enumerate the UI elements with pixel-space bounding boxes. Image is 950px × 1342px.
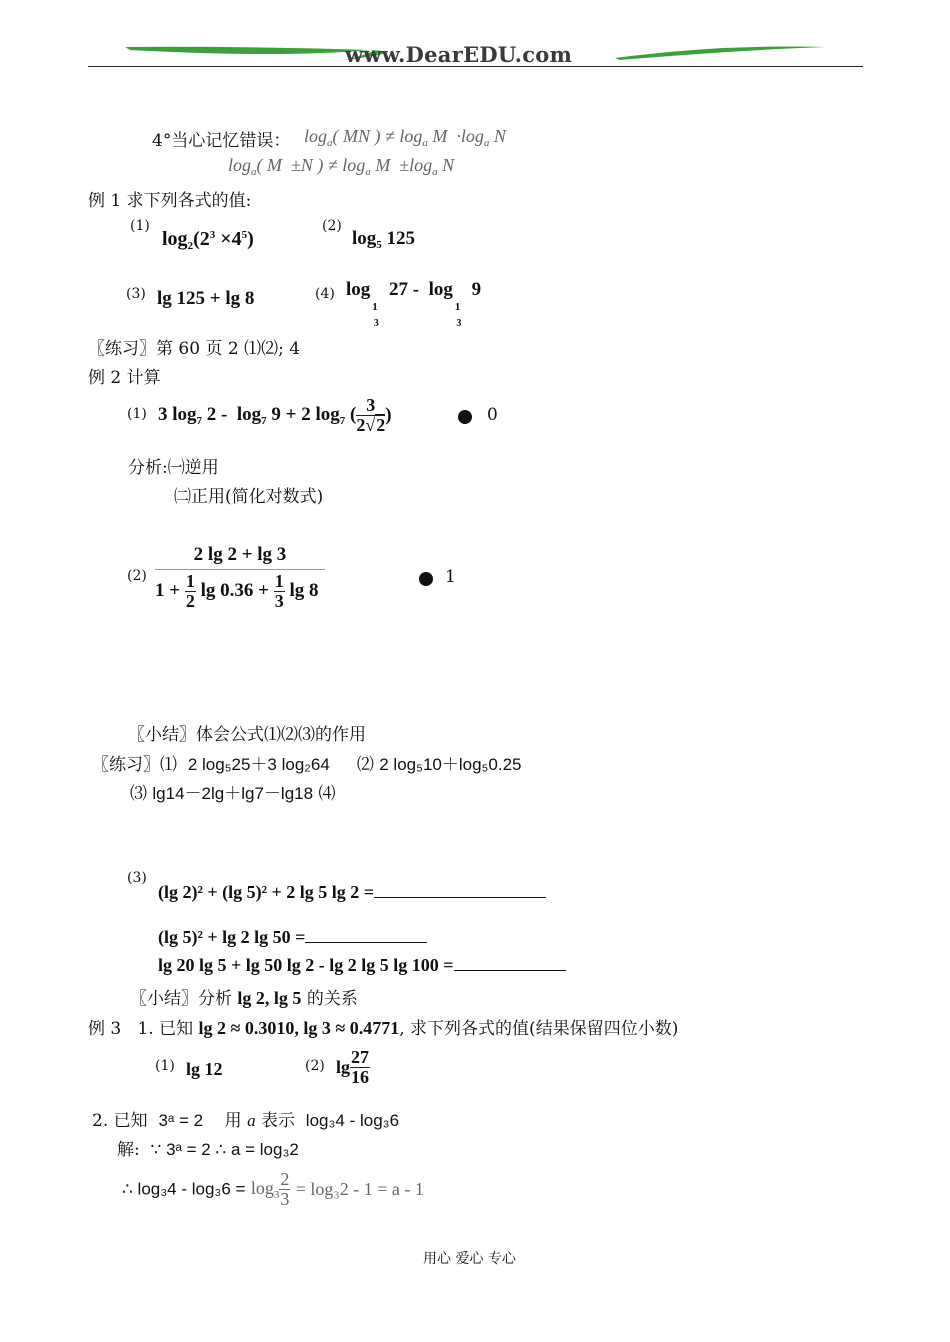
solution-frac-num: 2 — [280, 1169, 290, 1189]
ex3-num-1: (1) — [155, 1058, 175, 1074]
practice2-num-4: ⑷ — [318, 784, 336, 804]
example3-task: , 求下列各式的值(结果保留四位小数) — [399, 1019, 679, 1039]
example3-item1: 1. 已知 — [137, 1019, 194, 1039]
analysis-line-1: 分析:㈠逆用 — [128, 458, 219, 478]
solution-label: 解: — [117, 1140, 140, 1160]
ex2-num-2: (2) — [127, 568, 147, 584]
sq-expr-1-text: (lg 2)² + (lg 5)² + 2 lg 5 lg 2 = — [158, 882, 375, 902]
ex2-expr-2: 2 lg 2 + lg 3 1 + $\frac{1}{2}$ lg 0.36 + $\frac{1}{3}$ lg 8 — [155, 544, 325, 611]
ex3-frac-den: 16 — [351, 1066, 370, 1087]
example3-label: 例 3 — [88, 1019, 122, 1039]
item2-task2: 表示 — [260, 1111, 295, 1131]
sq-num-3: (3) — [127, 870, 147, 886]
ex1-expr-2: $\log_5 125$ — [352, 228, 416, 251]
ex2-expr-1: 3 $\log_7 2 - \log_7 9 + 2$ $\log_7$ ( $\frac{3}{2√2}$ ) — [158, 395, 392, 435]
practice2-num-3: ⑶ — [130, 784, 147, 804]
ex1-num-3: (3) — [126, 286, 146, 302]
formula-mn-line: $\log_a$( MN ) ≠ $\log_a M \cdot\log_a$ N — [304, 126, 506, 149]
ex2-bullet-1 — [458, 406, 472, 425]
example3-line1 — [88, 1014, 678, 1039]
summary2-line — [130, 984, 358, 1009]
page-footer: 用心 爱心 专心 — [423, 1251, 516, 1267]
example2-title: 例 2 计算 — [88, 368, 161, 388]
header-rule — [88, 66, 863, 67]
summary2-suffix: 的关系 — [306, 989, 358, 1009]
practice2-expr-3: lg14－2lg＋lg7－lg18 — [152, 784, 314, 803]
example1-title: 例 1 求下列各式的值: — [88, 191, 252, 211]
ex1-expr-1: $\log_2(2^3 \times 4^5)$ — [162, 228, 254, 252]
solution-frac-den: 3 — [280, 1188, 290, 1209]
practice2-num-1: ⑴ — [160, 755, 177, 775]
summary2-math: lg 2, lg 5 — [237, 988, 302, 1008]
sq-expr-3-text: lg 20 lg 5 + lg 50 lg 2 - lg 2 lg 5 lg 100 = — [158, 955, 454, 975]
practice2-line2 — [130, 779, 335, 804]
practice2-num-2: ⑵ — [356, 755, 374, 775]
sq-expr-3 — [158, 955, 566, 976]
answer-blank-3[interactable] — [454, 969, 566, 971]
solution-line1 — [117, 1135, 299, 1160]
ex3-frac-num: 27 — [351, 1047, 370, 1067]
summary1-line: 〖小结〗体会公式⑴⑵⑶的作用 — [128, 725, 366, 745]
item2-prefix: 2. 已知 — [92, 1111, 148, 1131]
right-green-swoosh — [615, 46, 825, 60]
item2-task: 用 — [224, 1111, 242, 1131]
analysis-line-2: ㈡正用(简化对数式) — [174, 487, 324, 507]
practice2-expr-2: 2 log₅10＋log₅0.25 — [379, 755, 522, 774]
site-logo-text: www.DearEDU.com — [345, 42, 573, 67]
ex3-expr-1: lg 12 — [186, 1059, 223, 1079]
ex2-bullet-2 — [419, 568, 433, 587]
item2-equation: 3ᵃ = 2 — [158, 1111, 204, 1130]
item2-expression: log₃4 - log₃6 — [305, 1111, 400, 1130]
left-green-swoosh — [125, 47, 370, 54]
practice1-line: 〖练习〗第 60 页 2 ⑴⑵; 4 — [88, 339, 301, 359]
solution-line2-lhs: ∴ log₃4 - log₃6 = — [122, 1179, 246, 1199]
ex2-expr-2-mid: lg 0.36 + — [200, 579, 269, 601]
practice2-prefix: 〖练习〗 — [92, 755, 160, 775]
ex2-answer-2: 1 — [445, 567, 456, 587]
example3-item2 — [92, 1106, 399, 1131]
ex1-expr-3: lg 125 + lg 8 — [157, 288, 255, 309]
practice2-line1 — [92, 750, 522, 775]
ex3-num-2: (2) — [305, 1058, 325, 1074]
ex1-num-4: (4) — [315, 286, 335, 302]
ex1-expr-4-b: 9 — [471, 279, 482, 300]
ex2-num-1: (1) — [127, 406, 147, 422]
ex1-expr-4: log 1 3 27 - log 1 3 9 — [346, 279, 482, 329]
solution-line2: ∴ $\log_34 - \log_36 = \log_3$ $\frac{2}{3}$ = log₃2 - 1 = a - 1 — [122, 1169, 424, 1209]
solution-line1-text: ∵ 3ᵃ = 2 ∴ a = log₃2 — [150, 1140, 299, 1159]
ex2-expr-2-end: lg 8 — [289, 579, 319, 601]
sq-expr-2 — [158, 927, 427, 948]
formula-pm-line: $\log_a$( M ±N ) ≠ $\log_a M \pm\log_a$ N — [228, 155, 455, 178]
example3-given: lg 2 ≈ 0.3010, lg 3 ≈ 0.4771 — [198, 1018, 400, 1038]
section4-prefix: 4°当心记忆错误： — [152, 131, 291, 151]
sq-expr-2-text: (lg 5)² + lg 2 lg 50 = — [158, 927, 306, 947]
practice2-expr-1: 2 log₅25＋3 log₂64 — [187, 755, 330, 774]
ex1-expr-4-a: 27 — [389, 279, 409, 300]
summary2-prefix: 〖小结〗分析 — [130, 989, 232, 1009]
bullet-dot-icon — [419, 572, 433, 586]
answer-blank-1[interactable] — [374, 896, 546, 898]
sq-expr-1 — [158, 882, 546, 903]
ex1-expr-2-value: 125 — [386, 228, 416, 249]
solution-line2-rhs: = log₃2 - 1 = a - 1 — [295, 1178, 424, 1199]
ex2-expr-2-numerator: 2 lg 2 + lg 3 — [155, 544, 325, 570]
answer-blank-2[interactable] — [305, 941, 427, 943]
item2-variable: a — [247, 1111, 256, 1130]
ex1-num-1: (1) — [130, 218, 150, 234]
ex1-num-2: (2) — [322, 218, 342, 234]
ex3-expr-2: lg $\frac{27}{16}$ — [336, 1047, 370, 1087]
ex2-answer-1: 0 — [487, 405, 498, 425]
bullet-dot-icon — [458, 410, 472, 424]
